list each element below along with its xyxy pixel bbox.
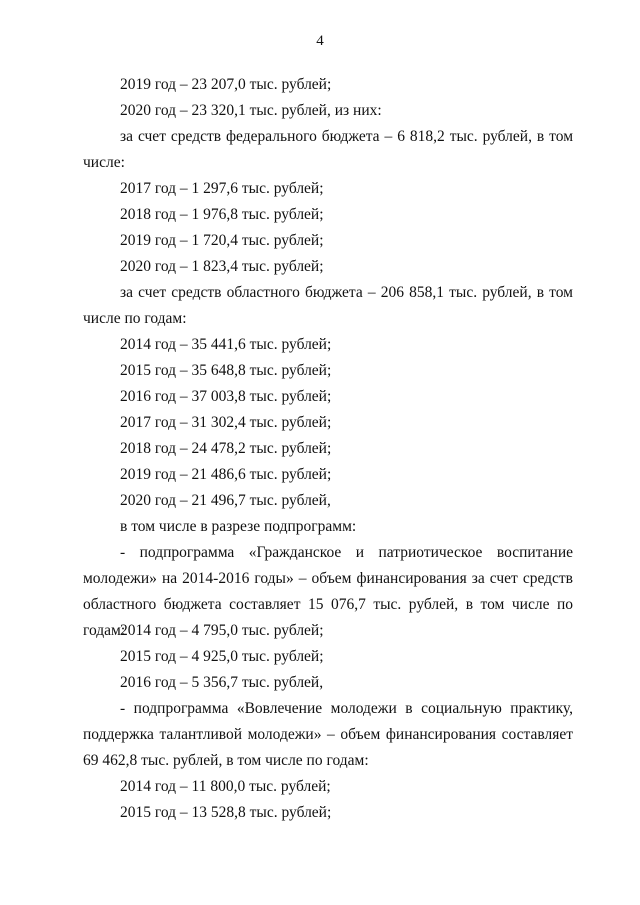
text-line: 2019 год – 1 720,4 тыс. рублей; (120, 232, 324, 249)
text-line: за счет средств федерального бюджета – 6 818,2 тыс. рублей, в том (120, 128, 573, 145)
text-line: - подпрограмма «Гражданское и патриотическое воспитание (120, 544, 573, 561)
text-line: 2014 год – 35 441,6 тыс. рублей; (120, 336, 332, 353)
text-line: 2016 год – 5 356,7 тыс. рублей, (120, 674, 324, 691)
text-line: в том числе в разрезе подпрограмм: (120, 518, 357, 535)
text-line: областного бюджета составляет 15 076,7 тыс. рублей, в том числе по годам: (83, 596, 573, 639)
text-line: 2020 год – 21 496,7 тыс. рублей, (120, 492, 331, 509)
document-body (83, 72, 573, 826)
text-line: 2015 год – 13 528,8 тыс. рублей; (120, 804, 332, 821)
text-line: числе по годам: (83, 310, 187, 327)
text-line: 2015 год – 4 925,0 тыс. рублей; (120, 648, 324, 665)
text-line: поддержка талантливой молодежи» – объем финансирования составляет (83, 726, 573, 743)
text-line: - подпрограмма «Вовлечение молодежи в социальную практику, (120, 700, 573, 717)
text-line: 2018 год – 1 976,8 тыс. рублей; (120, 206, 324, 223)
text-line: 2017 год – 31 302,4 тыс. рублей; (120, 414, 332, 431)
text-line: 2020 год – 23 320,1 тыс. рублей, из них: (120, 102, 382, 119)
text-line: 2017 год – 1 297,6 тыс. рублей; (120, 180, 324, 197)
text-line: 2018 год – 24 478,2 тыс. рублей; (120, 440, 332, 457)
text-line: 2019 год – 23 207,0 тыс. рублей; (120, 76, 332, 93)
text-line: 69 462,8 тыс. рублей, в том числе по годам: (83, 752, 369, 769)
text-line: 2014 год – 4 795,0 тыс. рублей; (120, 622, 324, 639)
text-line: 2019 год – 21 486,6 тыс. рублей; (120, 466, 332, 483)
page-number: 4 (316, 33, 324, 49)
text-line: за счет средств областного бюджета – 206 858,1 тыс. рублей, в том (120, 284, 573, 301)
text-line: 2014 год – 11 800,0 тыс. рублей; (120, 778, 331, 795)
text-line: числе: (83, 154, 125, 171)
text-line: 2016 год – 37 003,8 тыс. рублей; (120, 388, 332, 405)
text-line: 2020 год – 1 823,4 тыс. рублей; (120, 258, 324, 275)
text-line: 2015 год – 35 648,8 тыс. рублей; (120, 362, 332, 379)
text-line: молодежи» на 2014-2016 годы» – объем финансирования за счет средств (83, 570, 573, 587)
